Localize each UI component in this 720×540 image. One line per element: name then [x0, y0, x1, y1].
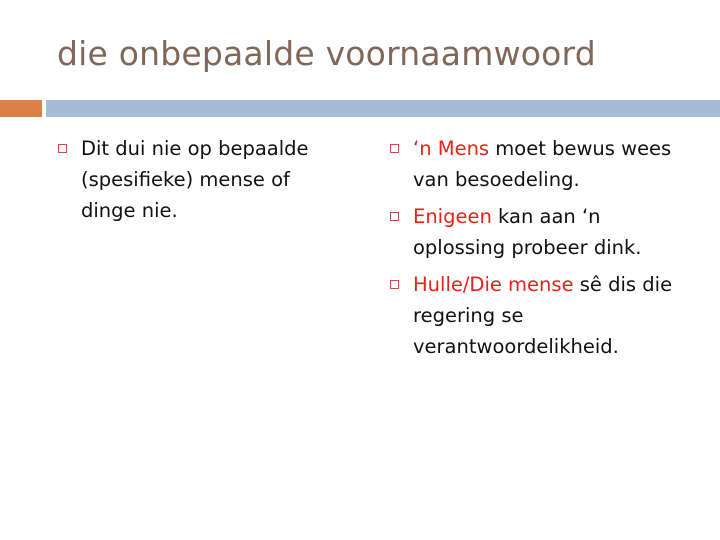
- bullet-rest-text: kan aan ‘n oplossing probeer dink.: [413, 205, 642, 259]
- square-bullet-icon: [390, 144, 399, 153]
- bullet-rest-text: moet bewus wees van besoedeling.: [413, 137, 672, 191]
- accent-bar-blue: [46, 100, 720, 117]
- square-bullet-icon: [390, 212, 399, 221]
- square-bullet-icon: [390, 280, 399, 289]
- bullet-item: [58, 133, 348, 226]
- accent-bar-orange: [0, 100, 42, 117]
- square-bullet-icon: [58, 144, 67, 153]
- highlighted-pronoun: ‘n Mens: [413, 137, 490, 160]
- highlighted-pronoun: Hulle/Die mense: [413, 273, 574, 296]
- bullet-rest-text: sê dis die regering se verantwoordelikheid.: [413, 273, 673, 358]
- bullet-text: [413, 201, 690, 263]
- bullet-item: [390, 133, 690, 195]
- bullet-text: [413, 133, 690, 195]
- bullet-text: [413, 269, 690, 362]
- bullet-item: [390, 201, 690, 263]
- bullet-item: [390, 269, 690, 362]
- left-column: [58, 133, 348, 232]
- bullet-text: Dit dui nie op bepaalde (spesifieke) mense of dinge nie.: [81, 137, 309, 222]
- slide-title: die onbepaalde voornaamwoord: [57, 34, 596, 73]
- right-column: [390, 133, 690, 368]
- highlighted-pronoun: Enigeen: [413, 205, 492, 228]
